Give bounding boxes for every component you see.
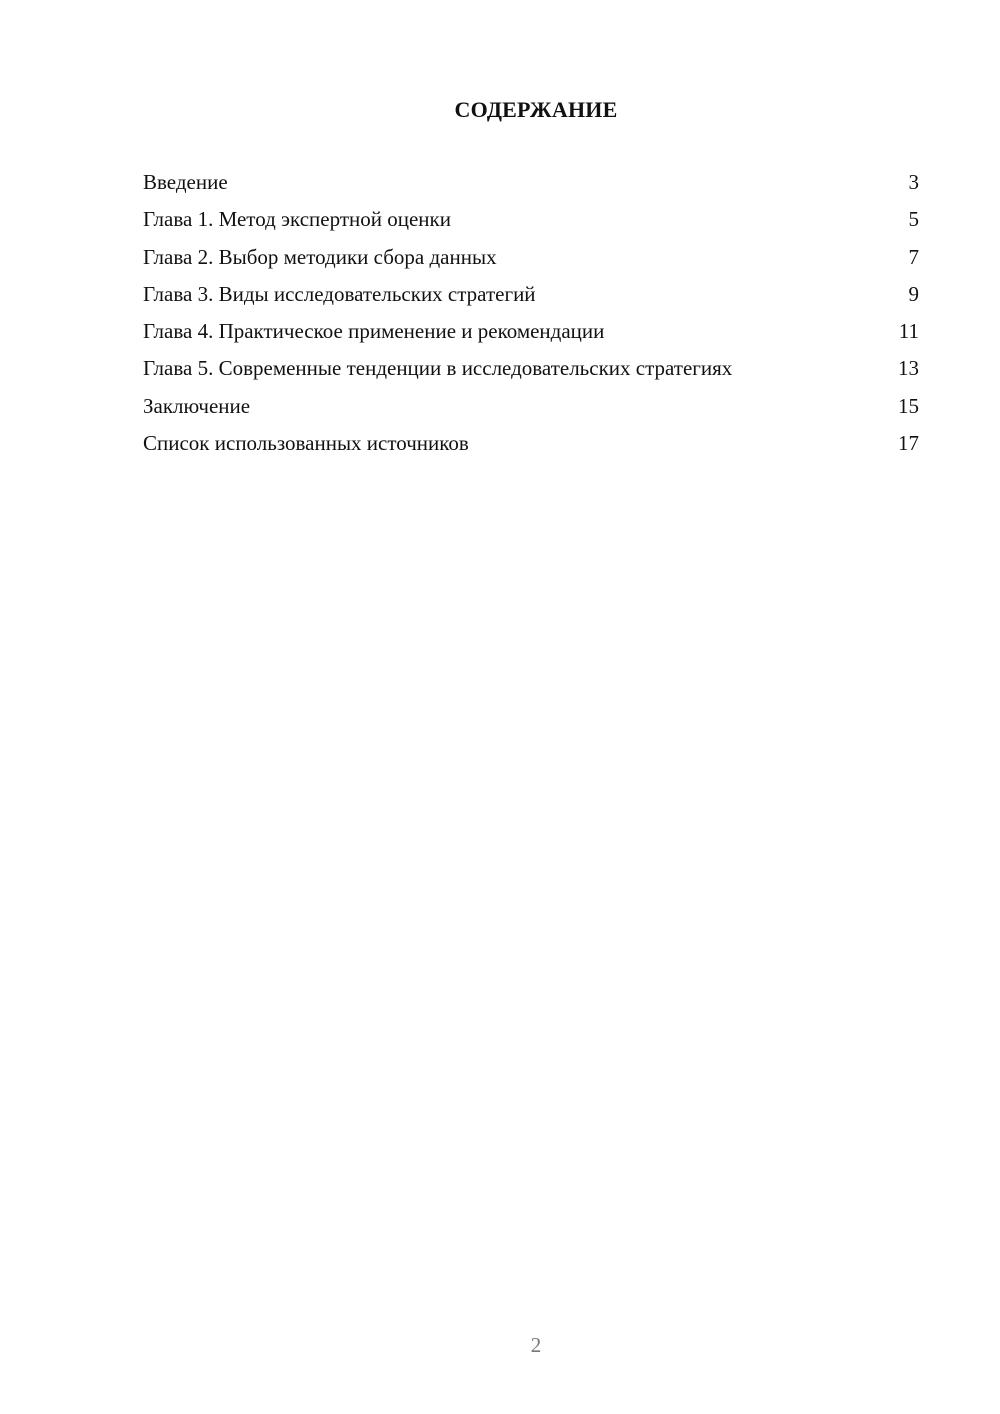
toc-entry-chapter-2[interactable] bbox=[143, 244, 919, 271]
toc-entry-conclusion[interactable] bbox=[143, 393, 919, 420]
toc-entry-label: Список использованных источников bbox=[143, 431, 469, 456]
toc-entry-chapter-3[interactable] bbox=[143, 281, 919, 308]
toc-entry-page: 17 bbox=[898, 431, 919, 456]
table-of-contents bbox=[143, 169, 919, 467]
toc-entry-label: Глава 3. Виды исследовательских стратегий bbox=[143, 281, 536, 306]
toc-entry-page: 9 bbox=[908, 281, 919, 306]
toc-entry-label: Глава 1. Метод экспертной оценки bbox=[143, 207, 451, 232]
toc-entry-page: 3 bbox=[908, 170, 919, 194]
toc-entry-references[interactable] bbox=[143, 430, 919, 457]
toc-entry-label: Заключение bbox=[143, 393, 251, 418]
toc-entry-chapter-1[interactable] bbox=[143, 206, 919, 233]
toc-entry-label: Глава 4. Практическое применение и рекомендации bbox=[143, 319, 605, 344]
toc-entry-page: 15 bbox=[898, 393, 919, 418]
page-title: СОДЕРЖАНИЕ bbox=[454, 97, 618, 122]
toc-entry-chapter-4[interactable] bbox=[143, 318, 919, 345]
toc-entry-label: Глава 5. Современные тенденции в исследовательских стратегиях bbox=[143, 356, 733, 381]
toc-entry-page: 5 bbox=[908, 207, 919, 232]
toc-entry-page: 11 bbox=[898, 319, 919, 344]
toc-entry-chapter-5[interactable] bbox=[143, 355, 919, 382]
page-number: 2 bbox=[530, 1333, 542, 1357]
toc-entry-label: Глава 2. Выбор методики сбора данных bbox=[143, 244, 497, 269]
toc-entry-label: Введение bbox=[143, 170, 228, 194]
toc-entry-introduction[interactable] bbox=[143, 169, 919, 196]
toc-entry-page: 7 bbox=[908, 244, 919, 269]
toc-entry-page: 13 bbox=[898, 356, 919, 381]
